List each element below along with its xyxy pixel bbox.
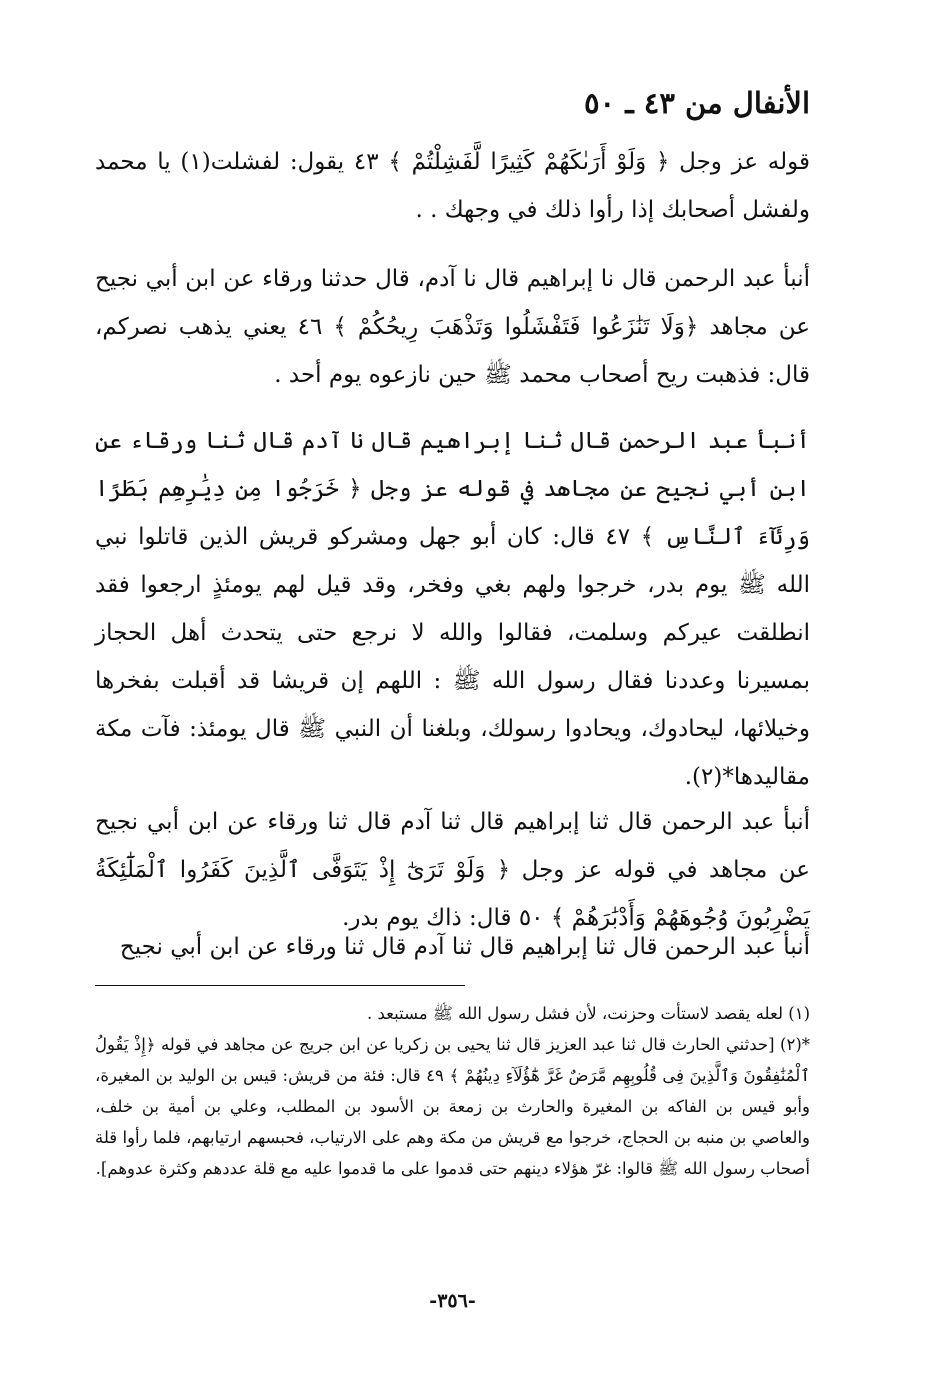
paragraph-2: أنبأ عبد الرحمن قال نا إبراهيم قال نا آدم، قال حدثنا ورقاء عن ابن أبي نجيح عن مجاهد ﴿وَلَا تَنَٰزَعُوا فَتَفْشَلُوا وَتَذْهَبَ رِيحُكُمْ ﴾ ٤٦ يعني يذهب نصركم، قال: فذهبت ريح أصحاب محمد ﷺ حين نازعوه يوم أحد . — [95, 266, 811, 388]
paragraph-4: أنبأ عبد الرحمن قال ثنا إبراهيم قال ثنا آدم قال ثنا ورقاء عن ابن أبي نجيح عن مجاهد في قوله عز وجل ﴿ وَلَوْ تَرَىٰٓ إِذْ يَتَوَفَّى ٱلَّذِينَ كَفَرُوا ٱلْمَلَٰٓئِكَةُ يَضْرِبُونَ وُجُوهَهُمْ وَأَدْبَٰرَهُمْ ﴾ ٥٠ قال: ذاك يوم بدر. — [95, 809, 810, 931]
paragraph-5: أنبأ عبد الرحمن قال ثنا إبراهيم قال ثنا آدم قال ثنا ورقاء عن ابن أبي نجيح — [119, 934, 810, 960]
footnotes — [95, 998, 810, 1184]
page-number: -٣٥٦- — [429, 1290, 476, 1312]
footnote-1: (١) لعله يقصد لاستأت وحزنت، لأن فشل رسول الله ﷺ مستبعد . — [367, 1004, 810, 1023]
footnote-2: *(٢) [حدثني الحارث قال ثنا عبد العزيز قال ثنا يحيى بن زكريا عن ابن جريج عن مجاهد في قوله ﴿إِذْ يَقُولُ ٱلْمُنَٰفِقُونَ وَٱلَّذِينَ فِى قُلُوبِهِم مَّرَضٌ غَرَّ هَٰٓؤُلَآءِ دِينُهُمْ ﴾ ٤٩ قال: فئة من قريش: قيس بن الوليد بن المغيرة، وأبو قيس بن الفاكه بن المغيرة والحارث بن زمعة بن الأسود بن المطلب، وعلي بن أمية بن خلف، والعاصي بن منبه بن الحجاج، خرجوا مع قريش من مكة وهم على الارتياب، فحبسهم ارتيابهم، فلما رأوا قلة أصحاب رسول الله ﷺ قالوا: غرّ هؤلاء دينهم حتى قدموا على ما قدموا عليه مع قلة عددهم وكثرة عدوهم]. — [95, 1035, 810, 1178]
page-heading: الأنفال من ٤٣ ـ ٥٠ — [583, 86, 810, 120]
footnote-separator — [95, 985, 465, 986]
paragraph-1: قوله عز وجل ﴿ وَلَوْ أَرَىٰكَهُمْ كَثِيرًا لَّفَشِلْتُمْ ﴾ ٤٣ يقول: لفشلت(١) يا محمد ولفشل أصحابك إذا رأوا ذلك في وجهك . . — [95, 149, 810, 223]
page-content — [95, 80, 810, 1320]
paragraph-3: أنبأ عبد الرحمن قال ثنا إبراهيم قال نا آدم قال ثنا ورقاء عن ابن أبي نجيح عن مجاهد في قوله عز وجل ﴿ خَرَجُوا مِن دِيَٰرِهِم بَطَرًا وَرِئَآءَ ٱلنَّاسِ ﴾ ٤٧ قال: كان أبو جهل ومشركو قريش الذين قاتلوا نبي الله ﷺ يوم بدر، خرجوا ولهم بغي وفخر، وقد قيل لهم يومئذٍ ارجعوا فقد انطلقت عيركم وسلمت، فقالوا والله لا نرجع حتى يتحدث أهل الحجاز بمسيرنا وعددنا فقال رسول الله ﷺ : اللهم إن قريشا قد أقبلت بفخرها وخيلائها، ليحادوك، ويحادوا رسولك، وبلغنا أن النبي ﷺ قال يومئذ: فآت مكة مقاليدها*(٢). — [95, 428, 810, 790]
